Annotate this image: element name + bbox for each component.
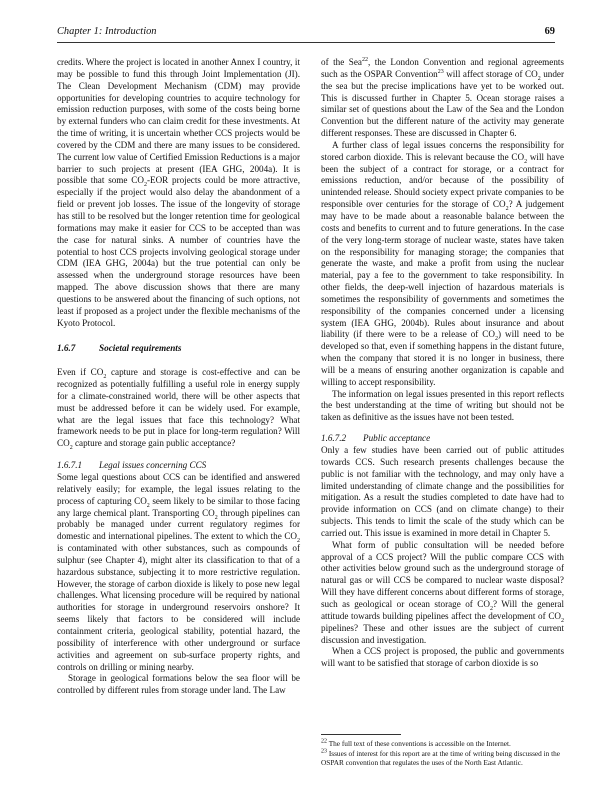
paragraph: Some legal questions about CCS can be identified and answered relatively easily; for example, the legal issues relating to the process of capturing $CO_2$ seem likely to be similar to those facing any large chemical plant. Transporting $CO_2$ through pipelines can probably be managed under current regulatory regimes for domestic and international pipelines. The extent to which the $CO_2$ is contaminated with other substances, such as compounds of sulphur (see Chapter 4), might alter its classification to that of a hazardous substance, subjecting it to more restrictive regulation. However, the storage of carbon dioxide is likely to pose new legal challenges. What licensing procedure will be required by national authorities for storage in underground reservoirs onshore? It seems likely that factors to be considered will include containment criteria, geological stability, potential hazard, the possibility of interference with other underground or surface activities and agreement on sub-surface property rights, and controls on drilling or mining nearby.: [57, 472, 300, 672]
paragraph: Storage in geological formations below the sea floor will be controlled by different rules from storage under land. The Law: [57, 673, 300, 696]
left-column: [57, 57, 300, 697]
footnote-divider: [321, 734, 401, 735]
paragraph: Even if $CO_2$ capture and storage is cost-effective and can be recognized as potentially fulfilling a useful role in energy supply for a climate-constrained world, there will be other aspects that must be addressed before it can be widely used. For example, what are the legal issues that face this technology? What framework needs to be put in place for long-term regulation? Will $CO_2$ capture and storage gain public acceptance?: [57, 367, 300, 452]
paragraph: What form of public consultation will be needed before approval of a CCS project? Will the public compare CCS with other activities below ground such as the underground storage of natural gas or will CCS be compared to nuclear waste disposal? Will they have different concerns about different forms of storage, such as geological or ocean storage of $CO_2$? Will the general attitude towards building pipelines affect the development of $CO_2$ pipelines? These and other issues are the subject of current discussion and investigation.: [321, 539, 564, 645]
subsection-number: 1.6.7.1: [57, 460, 83, 471]
paragraph: The information on legal issues presented in this report reflects the best understanding at the time of writing but should not be taken as definitive as the issues have not been tested.: [321, 388, 564, 423]
chapter-title: Chapter 1: Introduction: [57, 26, 157, 37]
paragraph: A further class of legal issues concerns the responsibility for stored carbon dioxide. This is relevant because the $CO_2$ will have been the subject of a contract for storage, or a contract for emissions reduction, and/or because of the possibility of unintended release. Should society expect private companies to be responsible over centuries for the storage of $CO_2$? A judgement may have to be made about a reasonable balance between the costs and benefits to current and to future generations. In the case of the very long-term storage of nuclear waste, states have taken on the responsibility for managing storage; the companies that generate the waste, and make a profit from using the nuclear material, pay a fee to the government to take responsibility. In other fields, the deep-well injection of hazardous materials is sometimes the responsibility of governments and sometimes the responsibility of the companies concerned under a licensing system (IEA GHG, 2004b). Rules about insurance and about liability (if there were to be a release of $CO_2$) will need to be developed so that, even if something happens in the distant future, when the company that stored it is no longer in business, there will be a means of ensuring another organization is capable and willing to accept responsibility.: [321, 139, 565, 387]
section-title: Societal requirements: [99, 343, 182, 354]
subsection-title: Public acceptance: [363, 433, 431, 444]
paragraph: When a CCS project is proposed, the public and governments will want to be satisfied that storage of carbon dioxide is so: [321, 646, 564, 669]
subsection-title: Legal issues concerning CCS: [99, 460, 207, 471]
subsection-heading: [57, 460, 300, 472]
page-header: [57, 26, 555, 43]
footnote-ref: 22: [361, 56, 368, 63]
subsection-number: 1.6.7.2: [321, 433, 347, 444]
section-heading: [57, 343, 300, 355]
paragraph: Only a few studies have been carried out of public attitudes towards CCS. Such research presents challenges because the public is not familiar with the technology, and may only have a limited understanding of climate change and the possibilities for mitigation. As a result the studies completed to date have had to provide information on CCS (and on climate change) to their subjects. This tends to limit the scale of the study which can be carried out. This issue is examined in more detail in Chapter 5.: [321, 445, 564, 538]
footnote-ref: 23: [437, 68, 444, 75]
footnote: $^{23}$ Issues of interest for this report are at the time of writing being discussed in the OSPAR convention that regulates the uses of the North East Atlantic.: [321, 748, 561, 768]
subsection-heading: [321, 433, 564, 445]
right-column: [321, 57, 564, 670]
section-number: 1.6.7: [57, 343, 76, 354]
footnote: $^{22}$ The full text of these conventions is accessible on the Internet.: [321, 738, 511, 748]
paragraph: credits. Where the project is located in another Annex I country, it may be possible to fund this through Joint Implementation (JI). The Clean Development Mechanism (CDM) may provide opportunities for developing countries to acquire technology for emission reduction purposes, with some of the costs being borne by external funders who can claim credit for these investments. At the time of writing, it is uncertain whether CCS projects would be covered by the CDM and there are many issues to be considered. The current low value of Certified Emission Reductions is a major barrier to such projects at present (IEA GHG, 2004a). It is possible that some $CO_2$-EOR projects could be more attractive, especially if the project would also delay the abandonment of a field or prevent job losses. The issue of the longevity of storage has still to be resolved but the longer retention time for geological formations may make it easier for CCS to be accepted than was the case for natural sinks. A number of countries have the potential to host CCS projects involving geological storage under CDM (IEA GHG, 2004a) but the true potential can only be assessed when the underground storage resources have been mapped. The above discussion shows that there are many questions to be answered about the financing of such options, not least if proposed as a project under the flexible mechanisms of the Kyoto Protocol.: [57, 57, 300, 328]
paragraph: of the Sea$^{22}$, the London Convention and regional agreements such as the OSPAR Convention$^{23}$ will affect storage of $CO_2$ under the sea but the precise implications have yet to be worked out. This is discussed further in Chapter 5. Ocean storage raises a similar set of questions about the Law of the Sea and the London Convention but the different nature of the activity may generate different responses. These are discussed in Chapter 6.: [321, 56, 564, 139]
page-number: 69: [544, 26, 555, 37]
footnotes: [321, 734, 564, 768]
